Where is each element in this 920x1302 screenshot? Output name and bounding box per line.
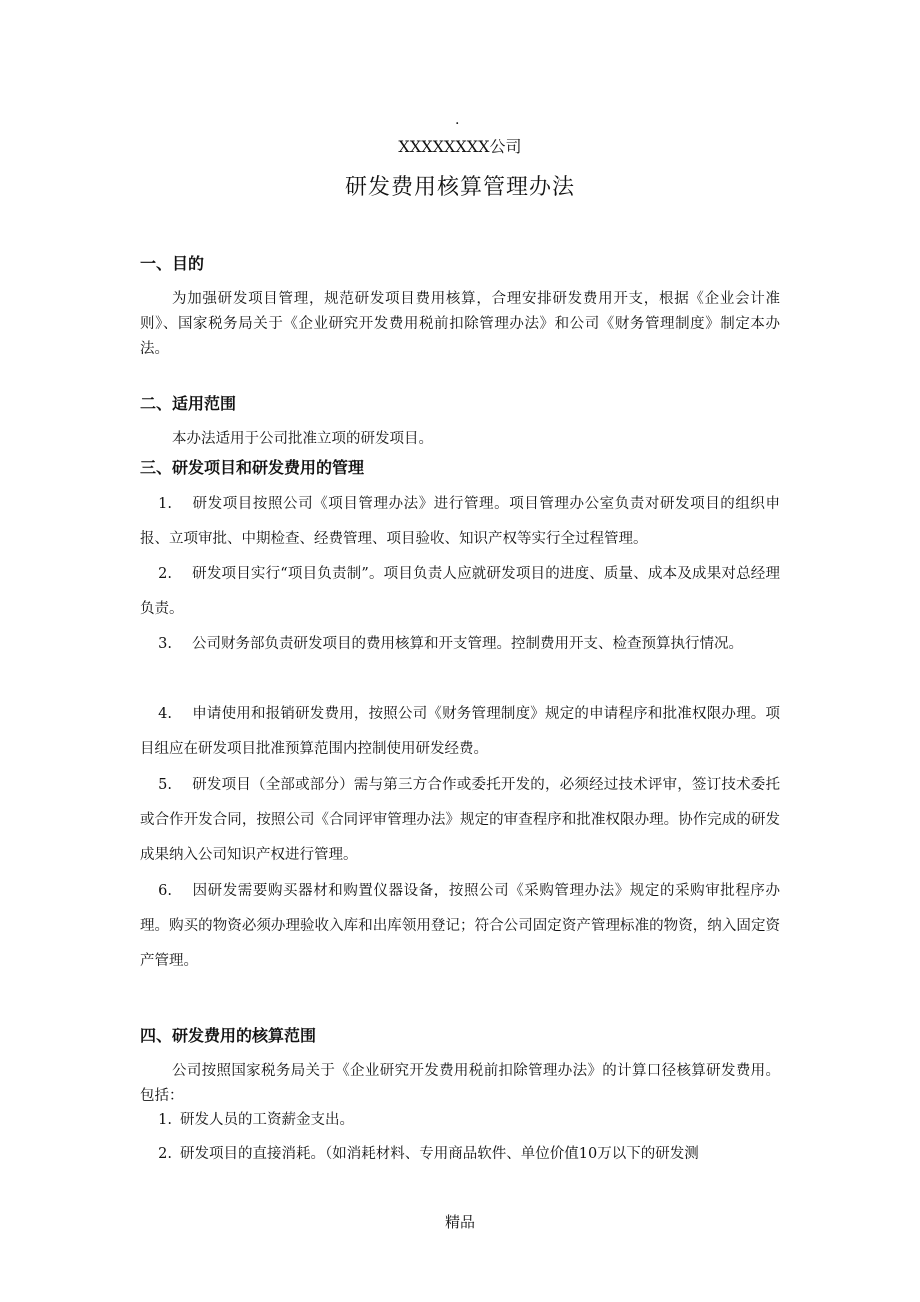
list-item-number: 3. bbox=[158, 636, 172, 652]
list-item bbox=[140, 697, 780, 767]
list-item-number: 6. bbox=[158, 883, 172, 899]
section-paragraph-scope: 本办法适用于公司批准立项的研发项目。 bbox=[172, 431, 433, 447]
list-item-number: 5. bbox=[158, 777, 172, 793]
section-paragraph-accounting-scope: 公司按照国家税务局关于《企业研究开发费用税前扣除管理办法》的计算口径核算研发费用。包括： bbox=[140, 1063, 780, 1104]
section-heading-management: 三、研发项目和研发费用的管理 bbox=[140, 458, 365, 477]
list-item-text: 申请使用和报销研发费用，按照公司《财务管理制度》规定的申请程序和批准权限办理。项目组应在研发项目批准预算范围内控制使用研发经费。 bbox=[140, 706, 780, 757]
list-item bbox=[140, 1106, 780, 1134]
list-item-number: 2. bbox=[158, 566, 172, 582]
company-name: XXXXXXXX公司 bbox=[398, 137, 522, 156]
list-item-number: 2. bbox=[158, 1146, 172, 1162]
list-item-text: 研发项目按照公司《项目管理办法》进行管理。项目管理办公室负责对研发项目的组织申报、立项审批、中期检查、经费管理、项目验收、知识产权等实行全过程管理。 bbox=[140, 496, 780, 547]
list-item bbox=[140, 768, 780, 873]
section-paragraph-purpose: 为加强研发项目管理，规范研发项目费用核算，合理安排研发费用开支，根据《企业会计准则》、国家税务局关于《企业研究开发费用税前扣除管理办法》和公司《财务管理制度》制定本办法。 bbox=[140, 291, 780, 357]
section-heading-accounting-scope: 四、研发费用的核算范围 bbox=[140, 1026, 317, 1045]
list-item bbox=[140, 487, 780, 557]
list-item bbox=[140, 1140, 780, 1168]
document-title: 研发费用核算管理办法 bbox=[344, 175, 575, 200]
list-item-number: 1. bbox=[158, 496, 172, 512]
section-heading-scope: 二、适用范围 bbox=[140, 394, 237, 413]
list-item-number: 1. bbox=[158, 1112, 172, 1128]
header-dot: . bbox=[455, 112, 460, 128]
list-item-text: 研发项目实行“项目负责制”。项目负责人应就研发项目的进度、质量、成本及成果对总经理负责。 bbox=[140, 566, 780, 617]
list-item-text: 研发项目（全部或部分）需与第三方合作或委托开发的，必须经过技术评审，签订技术委托或合作开发合同，按照公司《合同评审管理办法》规定的审查程序和批准权限办理。协作完成的研发成果纳入公司知识产权进行管理。 bbox=[140, 777, 780, 863]
list-item bbox=[140, 557, 780, 627]
list-item-number: 4. bbox=[158, 706, 172, 722]
list-item-text: 研发项目的直接消耗。（如消耗材料、专用商品软件、单位价值10万以下的研发测 bbox=[180, 1146, 699, 1162]
page-footer: 精品 bbox=[444, 1213, 475, 1231]
list-item-text: 研发人员的工资薪金支出。 bbox=[180, 1112, 354, 1128]
list-item-text: 公司财务部负责研发项目的费用核算和开支管理。控制费用开支、检查预算执行情况。 bbox=[192, 636, 743, 652]
list-item-text: 因研发需要购买器材和购置仪器设备，按照公司《采购管理办法》规定的采购审批程序办理。购买的物资必须办理验收入库和出库领用登记；符合公司固定资产管理标准的物资，纳入固定资产管理。 bbox=[140, 883, 780, 969]
list-item bbox=[140, 627, 780, 662]
section-heading-purpose: 一、目的 bbox=[140, 254, 205, 273]
list-item bbox=[140, 874, 780, 979]
